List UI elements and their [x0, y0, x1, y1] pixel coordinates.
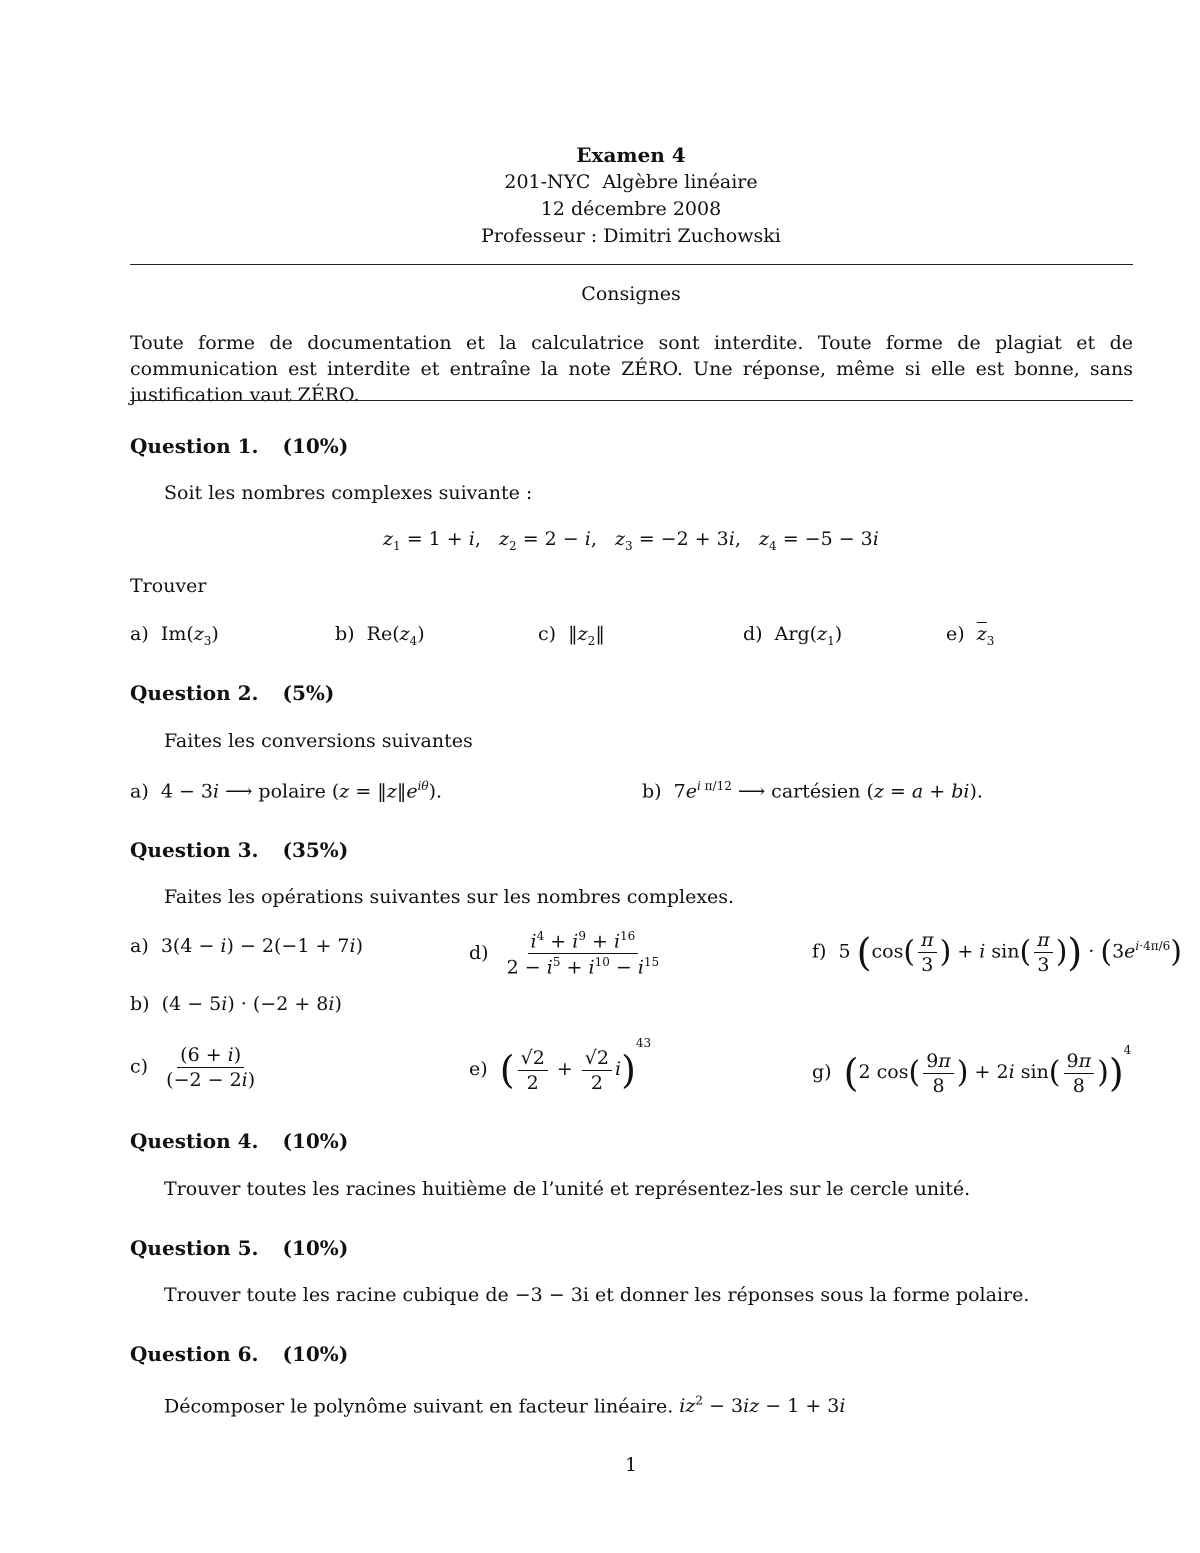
course-line: 201-NYC Algèbre linéaire	[504, 171, 758, 193]
question-6-heading	[130, 1342, 348, 1366]
question-1-label: Question 1.	[130, 434, 259, 458]
question-1-intro: Soit les nombres complexes suivante :	[164, 482, 533, 504]
question-3-intro: Faites les opérations suivantes sur les nombres complexes.	[164, 886, 735, 908]
question-3-label: Question 3.	[130, 838, 259, 862]
question-4-intro: Trouver toutes les racines huitième de l’unité et représentez-les sur le cercle unité.	[164, 1178, 971, 1200]
exam-title: Examen 4	[576, 143, 686, 167]
question-2-item-b: b) $7e^{i \pi/12}$ ⟶ cartésien (z = a + bi).	[642, 779, 983, 803]
question-2-heading	[130, 681, 334, 705]
question-4-weight: (10%)	[282, 1129, 349, 1153]
question-2-weight: (5%)	[282, 681, 335, 705]
question-4-heading	[130, 1129, 348, 1153]
question-3-item-a: a) 3(4 − i) − 2(−1 + 7i)	[130, 935, 364, 957]
question-5-label: Question 5.	[130, 1236, 259, 1260]
question-6-label: Question 6.	[130, 1342, 259, 1366]
question-6-text: Décomposer le polynôme suivant en facteur linéaire.	[164, 1395, 674, 1418]
question-6-weight: (10%)	[282, 1342, 349, 1366]
question-1-item-c: c) $‖z_2‖$	[538, 623, 605, 648]
instructions-heading: Consignes	[581, 283, 681, 305]
question-4-label: Question 4.	[130, 1129, 259, 1153]
question-2-label: Question 2.	[130, 681, 259, 705]
bottom-rule	[130, 400, 1133, 401]
question-5-heading	[130, 1236, 348, 1260]
question-6-polynomial: $iz^2 - 3iz - 1 + 3i$	[679, 1394, 846, 1418]
question-1-item-b: b) $Re(z_4)$	[335, 623, 425, 648]
question-3-weight: (35%)	[282, 838, 349, 862]
exam-date: 12 décembre 2008	[540, 198, 722, 220]
page-number: 1	[624, 1454, 638, 1476]
question-3-item-f: f) 5 (cos( $\frac{\pi}{3}$ ) + i sin( $\frac{\pi}{3}$ )) · $(3e^{i\cdot 4\pi/6})$	[812, 929, 1182, 976]
question-1-item-d: d) $Arg(z_1)$	[743, 623, 843, 648]
question-3-item-c: c) $\frac{(6 + i)}{(-2 - 2i)}$	[130, 1044, 256, 1091]
question-5-weight: (10%)	[282, 1236, 349, 1260]
question-1-item-e: e) $\overline{z}_3$	[946, 623, 995, 648]
question-3-item-g: g) (2 cos( $\frac{9\pi}{8}$ ) + 2i sin( $\frac{9\pi}{8}$ ))$^4$	[812, 1043, 1132, 1097]
question-3-item-e: e) ( $\frac{√2}{2}$ + $\frac{√2}{2}$ i)$^{43}$	[469, 1036, 652, 1094]
professor-line: Professeur : Dimitri Zuchowski	[481, 225, 781, 247]
top-rule	[130, 264, 1133, 265]
question-1-heading	[130, 434, 348, 458]
question-3-heading	[130, 838, 348, 862]
question-3-item-d: d) $\frac{i^4 + i^9 + i^{16}}{2 - i^5 + i^{10} - i^{15}}$	[469, 929, 660, 979]
question-5-intro: Trouver toute les racine cubique de −3 − 3i et donner les réponses sous la forme polaire.	[164, 1284, 1030, 1306]
question-2-item-a: a) 4 − 3i ⟶ polaire $(z = ‖z‖e^{i\theta})$.	[130, 779, 443, 803]
question-1-item-a: a) $Im(z_3)$	[130, 623, 219, 648]
question-2-intro: Faites les conversions suivantes	[164, 730, 473, 752]
question-1-find: Trouver	[130, 575, 207, 597]
question-1-weight: (10%)	[282, 434, 349, 458]
question-1-given: $z_1 = 1 + i$, $z_2 = 2 - i$, $z_3 = -2 + 3i$, $z_4 = -5 - 3i$	[383, 528, 879, 553]
instructions-text: Toute forme de documentation et la calculatrice sont interdite. Toute forme de plagiat et de communication est interdite et entraîne la note ZÉRO. Une réponse, même si elle est bonne, sans justification vaut ZÉRO.	[130, 332, 1133, 406]
question-6-intro	[164, 1394, 845, 1417]
question-3-item-b: b) (4 − 5i) · (−2 + 8i)	[130, 993, 342, 1015]
